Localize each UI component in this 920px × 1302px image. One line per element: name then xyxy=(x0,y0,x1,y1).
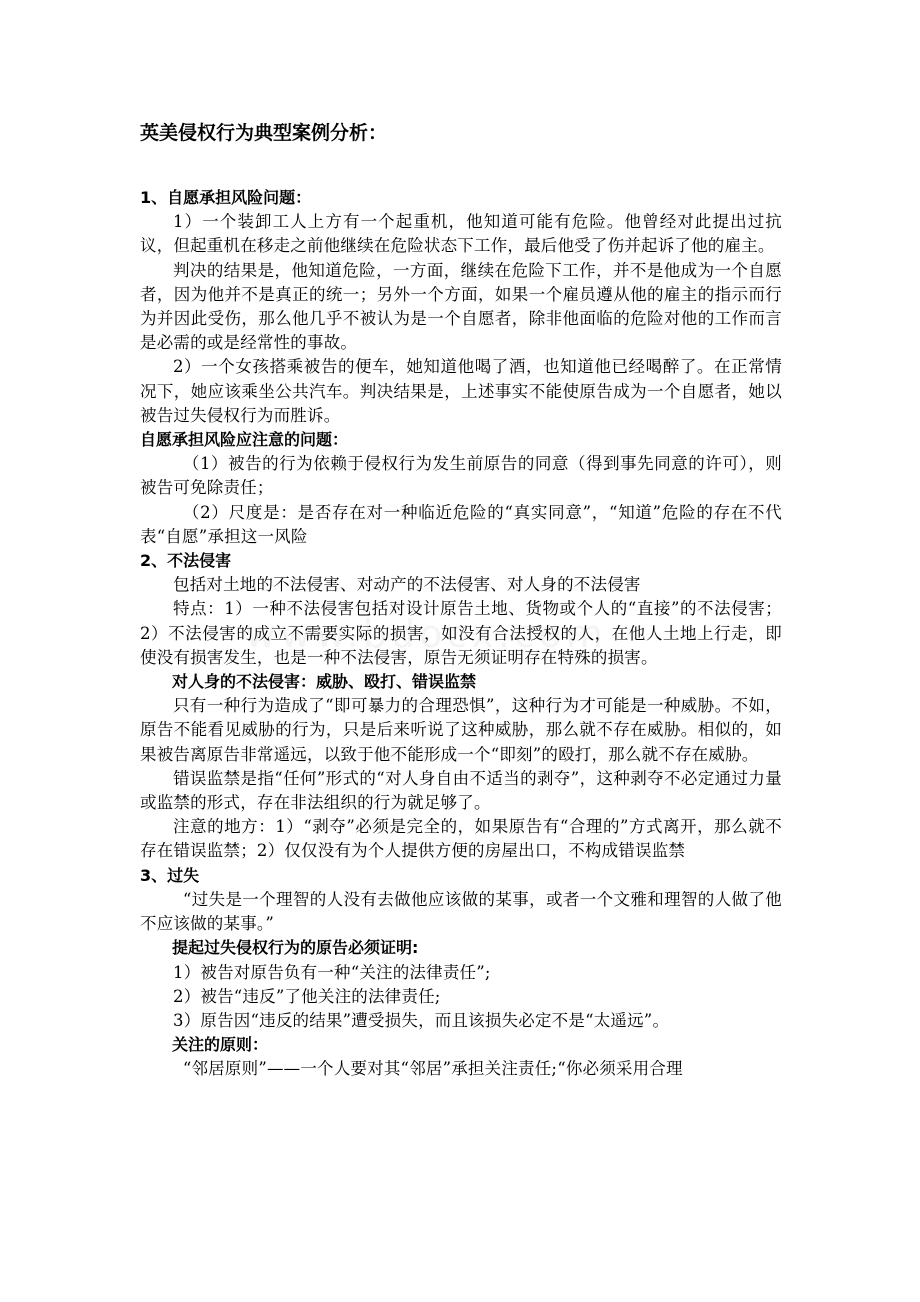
section-3-paragraph-2: “邻居原则”——一个人要对其“邻居”承担关注责任;“你必须采用合理 xyxy=(182,1059,683,1079)
section-1-note-1: （1）被告的行为依赖于侵权行为发生前原告的同意（得到事先同意的许可），则被告可免除责任； xyxy=(140,454,782,498)
section-2-paragraph-5: 注意的地方：1）“剥夺”必须是完全的，如果原告有“合理的”方式离开，那么就不存在错误监禁；2）仅仅没有为个人提供方便的房屋出口，不构成错误监禁 xyxy=(140,817,782,861)
proof-list-item-2: 2）被告“违反”了他关注的法律责任; xyxy=(173,986,441,1006)
section-1-notes-heading: 自愿承担风险应注意的问题： xyxy=(140,430,349,450)
section-1-heading: 1、自愿承担风险问题： xyxy=(140,188,312,207)
document-title: 英美侵权行为典型案例分析： xyxy=(140,122,388,144)
section-3-heading: 3、过失 xyxy=(140,865,200,885)
proof-list-item-1: 1）被告对原告负有一种“关注的法律责任”; xyxy=(173,962,491,982)
section-2-paragraph-4: 错误监禁是指“任何”形式的“对人身自由不适当的剥夺”，这种剥夺不必定通过力量或监禁的形式，存在非法组织的行为就足够了。 xyxy=(140,768,782,813)
section-3-proof-heading: 提起过失侵权行为的原告必须证明: xyxy=(172,938,419,958)
document-body xyxy=(140,120,782,1082)
section-2-heading: 2、不法侵害 xyxy=(140,551,232,571)
section-2-paragraph-3: 只有一种行为造成了“即可暴力的合理恐惧”，这种行为才可能是一种威胁。不如，原告不能看见威胁的行为，只是后来听说了这种威胁，那么就不存在威胁。相似的，如果被告离原告非常遥远，以致于他不能形成一个“即刻”的殴打，那么就不存在威胁。 xyxy=(140,696,782,764)
section-3-principle-heading: 关注的原则： xyxy=(172,1035,269,1055)
section-1-paragraph-2: 判决的结果是，他知道危险，一方面，继续在危险下工作，并不是他成为一个自愿者，因为他并不是真正的统一；另外一个方面，如果一个雇员遵从他的雇主的指示而行为并因此受伤，那么他几乎不被认为是一个自愿者，除非他面临的危险对他的工作而言是必需的或是经常性的事故。 xyxy=(140,260,782,353)
proof-list-item-3: 3）原告因“违反的结果”遭受损失，而且该损失必定不是“太遥远”。 xyxy=(173,1010,670,1030)
section-1-note-2: （2）尺度是：是否存在对一种临近危险的“真实同意”，“知道”危险的存在不代表“自愿”承担这一风险 xyxy=(140,502,782,546)
section-3-paragraph-1: “过失是一个理智的人没有去做他应该做的某事，或者一个文雅和理智的人做了他不应该做的某事。” xyxy=(140,889,782,934)
section-2-paragraph-1: 包括对土地的不法侵害、对动产的不法侵害、对人身的不法侵害 xyxy=(173,575,641,595)
section-1-paragraph-3: 2）一个女孩搭乘被告的便车，她知道他喝了酒，也知道他已经喝醉了。在正常情况下，她应该乘坐公共汽车。判决结果是，上述事实不能使原告成为一个自愿者，她以被告过失侵权行为而胜诉。 xyxy=(140,357,782,425)
section-1-paragraph-1: 1）一个装卸工人上方有一个起重机，他知道可能有危险。他曾经对此提出过抗议，但起重机在移走之前他继续在危险状态下工作，最后他受了伤并起诉了他的雇主。 xyxy=(140,212,782,256)
section-2-paragraph-2: 特点：1）一种不法侵害包括对设计原告土地、货物或个人的“直接”的不法侵害；2）不法侵害的成立不需要实际的损害，如没有合法授权的人，在他人土地上行走，即使没有损害发生，也是一种不法侵害，原告无须证明存在特殊的损害。 xyxy=(140,599,782,667)
section-2-sub-heading: 对人身的不法侵害：威胁、殴打、错误监禁 xyxy=(172,672,477,692)
